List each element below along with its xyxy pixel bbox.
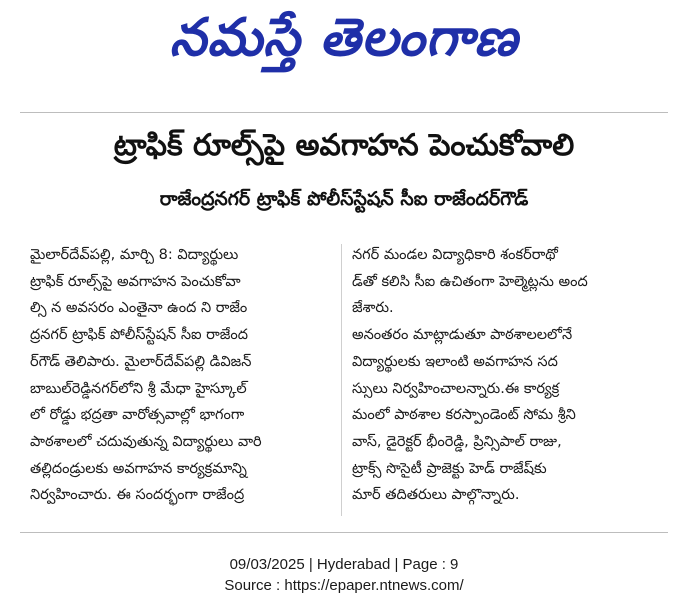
headline: ట్రాఫిక్ రూల్స్‌పై అవగాహన పెంచుకోవాలి	[113, 128, 575, 163]
bottom-rule	[20, 532, 668, 533]
article-line: విద్యార్థులకు ఇలాంటి అవగాహన సద	[352, 353, 558, 370]
footer-source-line: Source : https://epaper.ntnews.com/	[224, 577, 464, 594]
article-line: తల్లిదండ్రులకు అవగాహన కార్యక్రమాన్ని	[30, 460, 247, 477]
column-divider	[341, 244, 342, 516]
subheadline: రాజేంద్రనగర్ ట్రాఫిక్ పోలీస్‌స్టేషన్ సీఐ రాజేందర్‌గౌడ్	[159, 188, 529, 210]
article-line: ట్రాఫిక్ రూల్స్‌పై అవగాహన పెంచుకోవా	[30, 273, 241, 290]
article-line: ట్రాక్స్ సొసైటీ ప్రాజెక్టు హెడ్ రాజేష్‌కు	[352, 460, 547, 477]
article-line: నగర్ మండల విద్యాధికారి శంకర్‌రాథో	[352, 247, 558, 263]
article-line: అనంతరం మాట్లాడుతూ పాఠశాలలలోనే	[352, 327, 573, 344]
article-line: ల్సి న అవసరం ఎంతైనా ఉంద ని రాజేం	[30, 300, 248, 317]
article-line: మైలార్‌దేవ్‌పల్లి, మార్చి 8: విద్యార్థులు	[30, 247, 239, 263]
footer-date-line: 09/03/2025 | Hyderabad | Page : 9	[229, 556, 459, 573]
article-line: పాఠశాలలో చదువుతున్న విద్యార్థులు వారి	[30, 433, 262, 450]
article-line: వాస్, డైరెక్టర్ భీంరెడ్డి, ప్రిన్సిపాల్ రాజు,	[352, 433, 562, 450]
article-line: మంలో పాఠశాల కరస్పాండెంట్ సోమ శ్రీని	[352, 407, 576, 424]
article-line: ర్‌గౌడ్ తెలిపారు. మైలార్‌దేవ్‌పల్లి డివిజన్	[30, 353, 252, 370]
article-line: స్సులు నిర్వహించాలన్నారు.ఈ కార్యక్ర	[352, 380, 560, 397]
masthead-logo: నమస్తే తెలంగాణ	[169, 7, 519, 68]
top-rule	[20, 112, 668, 113]
article-line: జేశారు.	[352, 300, 394, 317]
article-line: లో రోడ్డు భద్రతా వారోత్సవాల్లో భాగంగా	[30, 407, 245, 424]
article-line: బాబుల్‌రెడ్డినగర్‌లోని శ్రీ మేధా హైస్కూల్	[30, 380, 247, 397]
article-column-right	[352, 242, 652, 509]
article-line: నిర్వహించారు. ఈ సందర్భంగా రాజేంద్ర	[30, 487, 245, 504]
article-line: ద్రనగర్ ట్రాఫిక్ పోలీస్‌స్టేషన్ సీఐ రాజేంద	[30, 327, 248, 344]
article-column-left	[30, 242, 330, 509]
article-line: మార్ తదితరులు పాల్గొన్నారు.	[352, 487, 520, 504]
article-line: డ్‌తో కలిసి సీఐ ఉచితంగా హెల్మెట్లను అంద	[352, 273, 588, 290]
